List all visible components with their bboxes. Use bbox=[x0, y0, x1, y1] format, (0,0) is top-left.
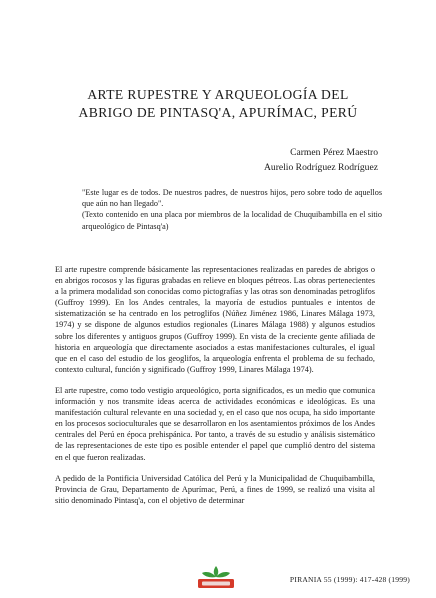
page-footer: PIRANIA 55 (1999): 417-428 (1999) bbox=[289, 575, 410, 584]
epigraph-quote: "Este lugar es de todos. De nuestros padres, de nuestros hijos, pero sobre todo de aquellos que aún no han llegado". bbox=[82, 188, 382, 209]
epigraph-source: (Texto contenido en una placa por miembros de la localidad de Chuquibambilla en el sitio arqueológico de Pintasq'a) bbox=[82, 210, 382, 231]
author-block bbox=[158, 145, 378, 175]
title-line-2: ABRIGO DE PINTASQ'A, APURÍMAC, PERÚ bbox=[78, 105, 358, 120]
body-paragraph: A pedido de la Pontificia Universidad Católica del Perú y la Municipalidad de Chuquibambilla, Provincia de Grau, Departamento de Apurímac, Perú, a fines de 1999, se realizó una visita al sitio denominado Pintasq'a, con el objetivo de determinar bbox=[55, 473, 375, 505]
body-paragraph: El arte rupestre comprende básicamente las representaciones realizadas en paredes de abrigos o en abrigos rocosos y las figuras grabadas en relieve en bloques pétreos. Las obras pertenecientes a la primera modalidad son conocidas como pictografías y las otras son denominadas petroglifos (Guffroy 1999). En los Andes centrales, la mayoría de estudios puntuales e intentos de sistematización se ha centrado en los petroglifos (Núñez Jiménez 1986, Linares Málaga 1973, 1974) y se dispone de algunos estudios regionales (Linares Málaga 1988) y algunos estudios sobre los diferentes y antiguos grupos (Guffroy 1999). En vista de la creciente gente afiliada de historia en arqueología que directamente asociados a estas manifestaciones culturales, el igual que en el caso del estudio de los geoglifos, la arqueología enfrenta el problema de su fechado, contexto cultural, función y significado (Guffroy 1999, Linares Málaga 1974). bbox=[55, 265, 375, 374]
article-title bbox=[40, 86, 396, 122]
epigraph bbox=[82, 187, 382, 232]
article-body bbox=[55, 264, 375, 506]
publisher-logo-icon bbox=[188, 563, 244, 591]
body-paragraph: El arte rupestre, como todo vestigio arqueológico, porta significados, es un medio que comunica información y nos transmite ideas acerca de actividades económicas e ideológicas. Es una manifestación cultural relevante en una sociedad y, en el caso que nos ocupa, ha sido importante en los procesos socioculturales que se desarrollaron en los asentamientos próximos de los Andes centrales del Perú en época prehispánica. Por tanto, a través de su estudio y análisis sistemático de las representaciones de este tipo es posible entender el papel que cumplió dentro del sistema en el que fueron realizadas. bbox=[55, 385, 375, 462]
author-name: Aurelio Rodríguez Rodríguez bbox=[263, 162, 378, 173]
title-line-1: ARTE RUPESTRE Y ARQUEOLOGÍA DEL bbox=[87, 87, 349, 102]
author-name: Carmen Pérez Maestro bbox=[290, 147, 378, 158]
